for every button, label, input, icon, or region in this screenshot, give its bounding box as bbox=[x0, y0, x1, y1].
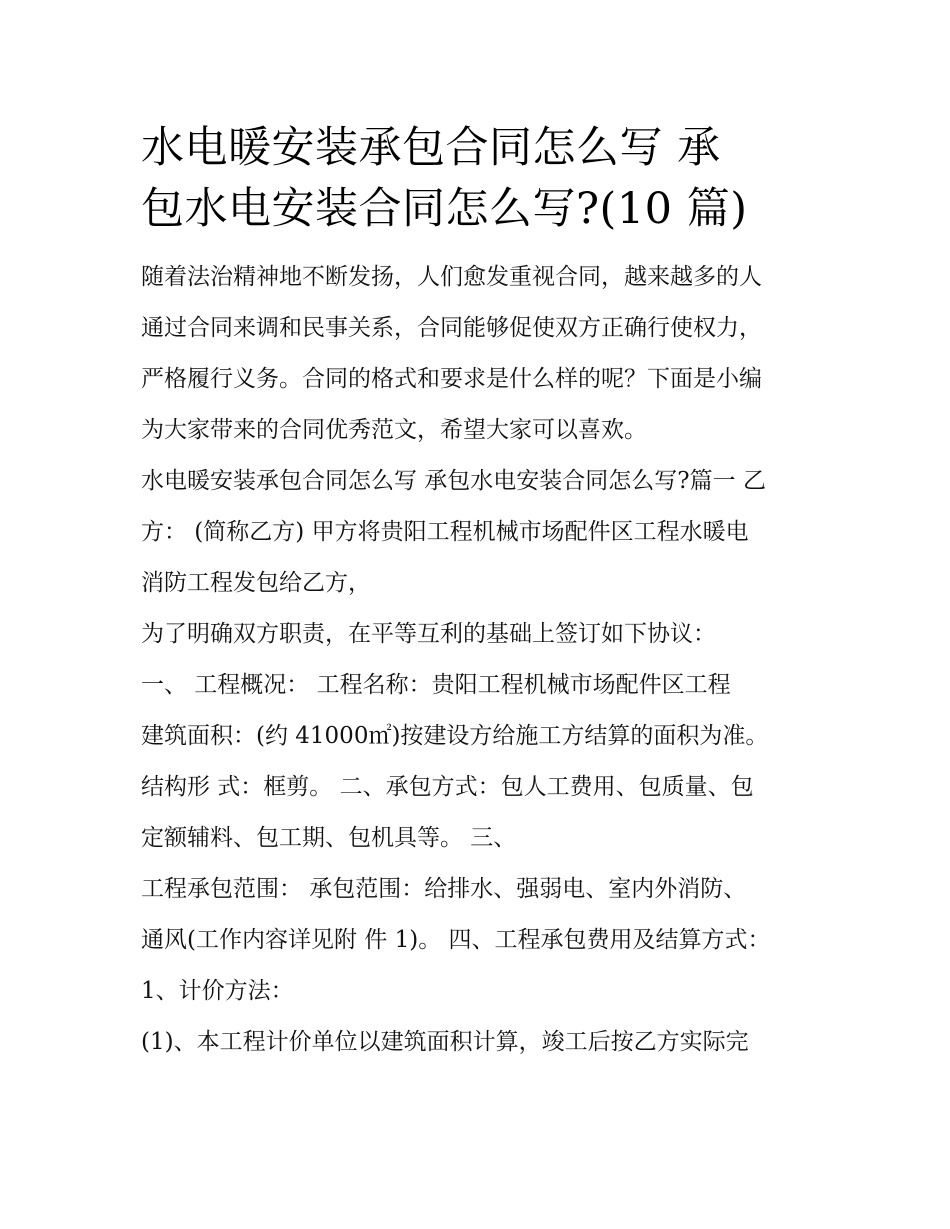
text-line: 通过合同来调和民事关系，合同能够促使双方正确行使权力， bbox=[141, 315, 762, 341]
text-line: 为大家带来的合同优秀范文，希望大家可以喜欢。 bbox=[141, 417, 647, 443]
text-line: 建筑面积：(约 41000㎡)按建设方给施工方结算的面积为准。 bbox=[141, 723, 769, 749]
text-line: 水电暖安装承包合同怎么写 承包水电安装合同怎么写?篇一 乙 bbox=[141, 468, 766, 494]
document-text bbox=[141, 252, 817, 1068]
text-line: 严格履行义务。合同的格式和要求是什么样的呢？下面是小编 bbox=[141, 366, 762, 392]
text-line: 一、 工程概况： 工程名称：贵阳工程机械市场配件区工程 bbox=[141, 672, 731, 698]
text-line: 1、计价方法： bbox=[141, 978, 294, 1004]
text-line: 消防工程发包给乙方， bbox=[141, 570, 371, 596]
text-line: 随着法治精神地不断发扬，人们愈发重视合同，越来越多的人 bbox=[141, 264, 762, 290]
text-line: 定额辅料、包工期、包机具等。 三、 bbox=[141, 825, 517, 851]
text-line: (1)、本工程计价单位以建筑面积计算，竣工后按乙方实际完 bbox=[141, 1029, 749, 1055]
title-line-2: 包水电安装合同怎么写?(10 篇) bbox=[141, 184, 748, 234]
text-line: 结构形 式：框剪。 二、承包方式：包人工费用、包质量、包 bbox=[141, 774, 754, 800]
text-line: 方： (简称乙方) 甲方将贵阳工程机械市场配件区工程水暖电 bbox=[141, 519, 749, 545]
text-line: 为了明确双方职责，在平等互利的基础上签订如下协议： bbox=[141, 621, 716, 647]
text-line: 工程承包范围： 承包范围：给排水、强弱电、室内外消防、 bbox=[141, 876, 747, 902]
title-line-1: 水电暖安装承包合同怎么写 承 bbox=[141, 123, 721, 173]
document-title bbox=[141, 118, 817, 240]
document-body bbox=[141, 118, 817, 1068]
text-line: 通风(工作内容详见附 件 1)。 四、工程承包费用及结算方式： bbox=[141, 927, 771, 953]
